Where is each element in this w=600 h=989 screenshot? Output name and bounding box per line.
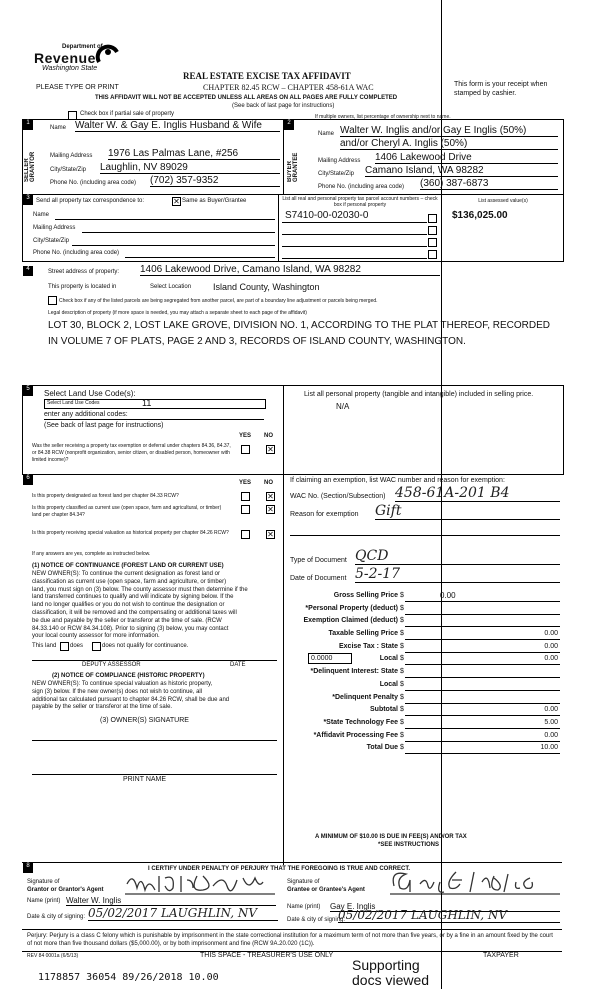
same-as-buyer-checkbox[interactable]: ✕ xyxy=(173,197,180,206)
buyer-phone-label: Phone No. (including area code) xyxy=(318,184,405,190)
assessor-date-label: DATE xyxy=(230,662,246,668)
calc-dollar: $ xyxy=(400,592,404,599)
notice-1-title: (1) NOTICE OF CONTINUANCE (FOREST LAND OR CURRENT USE) xyxy=(32,563,224,569)
treasurer-use: THIS SPACE - TREASURER'S USE ONLY xyxy=(200,952,334,959)
doc-type-value[interactable]: QCD xyxy=(355,548,560,565)
tax-city-label: City/State/Zip xyxy=(33,238,70,244)
if-any-yes: If any answers are yes, complete as instructed below. xyxy=(32,551,151,557)
legal-line-2[interactable]: IN VOLUME 7 OF PLATS, PAGE 2 AND 3, RECORDS OF ISLAND COUNTY, WASHINGTON. xyxy=(48,336,466,347)
calc-row-value[interactable]: 0.00 xyxy=(544,706,558,714)
grantee-name-field[interactable]: Gay E. Inglis xyxy=(330,902,560,912)
historic-question: Is this property receiving special valuation as historical property per chapter 84.26 RCW? xyxy=(32,530,229,536)
land-use-code[interactable]: 11 xyxy=(142,398,152,408)
calc-row-label: *Personal Property (deduct) xyxy=(305,604,398,612)
same-as-buyer-label: Same as Buyer/Grantee xyxy=(182,198,247,204)
buyer-mailing-label: Mailing Address xyxy=(318,158,361,164)
tax-mailing-field[interactable] xyxy=(82,232,275,233)
tax-phone-field[interactable] xyxy=(125,257,275,258)
notice-1-line: your local county assessor for more information. xyxy=(32,633,160,640)
seller-grantor-label: SELLER GRANTOR xyxy=(24,151,36,182)
notice-2-line: additional tax calculated pursuant to chapter 84.26 RCW, shall be due and xyxy=(32,696,230,703)
street-field[interactable]: 1406 Lakewood Drive, Camano Island, WA 98282 xyxy=(140,264,440,276)
calc-row xyxy=(290,666,560,679)
seller-city-field[interactable]: Laughlin, NV 89029 xyxy=(100,162,280,174)
calc-dollar: $ xyxy=(400,731,404,739)
legal-line-1[interactable]: LOT 30, BLOCK 2, LOST LAKE GROVE, DIVISION NO. 1, ACCORDING TO THE PLAT THEREOF, RECORDED xyxy=(48,320,550,331)
personal-property-checkbox-1[interactable] xyxy=(428,214,437,223)
notice-1-line: land no longer qualifies or you do not wish to continue the designation or xyxy=(32,602,225,609)
forest-yes-checkbox[interactable] xyxy=(241,492,250,501)
seller-city-label: City/State/Zip xyxy=(50,167,87,173)
calc-row-value[interactable]: 0.00 xyxy=(544,731,558,739)
rev-number: REV 84 0001a (6/5/13) xyxy=(27,953,79,959)
additional-codes-field[interactable] xyxy=(44,419,264,420)
calc-dollar: $ xyxy=(400,744,404,752)
please-type: PLEASE TYPE OR PRINT xyxy=(36,84,119,91)
notice-1-line: NEW OWNER(S): To continue the current designation as forest land or xyxy=(32,571,220,577)
buyer-mailing-field[interactable]: 1406 Lakewood Drive xyxy=(375,152,558,164)
does-checkbox[interactable] xyxy=(60,642,69,651)
section-8-number: 8 xyxy=(23,863,33,873)
buyer-name-field-2[interactable]: and/or Cheryl A. Inglis (50%) xyxy=(340,138,558,150)
calc-row-value[interactable]: 10.00 xyxy=(540,744,558,752)
calc-dollar: $ xyxy=(400,706,404,714)
calc-dollar: $ xyxy=(400,718,404,726)
calc-row-label: *Affidavit Processing Fee xyxy=(313,731,398,739)
calc-dollar: $ xyxy=(400,642,404,650)
grantee-date-label: Date & city of signing: xyxy=(287,917,346,923)
does-not-checkbox[interactable] xyxy=(92,642,101,651)
calc-row xyxy=(290,615,560,628)
buyer-name-label: Name xyxy=(318,131,335,137)
notice-2-title: (2) NOTICE OF COMPLIANCE (HISTORIC PROPERTY) xyxy=(52,673,205,679)
section-4-number: 4 xyxy=(23,266,33,276)
reason-value[interactable]: Gift xyxy=(375,503,560,520)
calc-row-label: *State Technology Fee xyxy=(323,718,398,726)
calc-dollar: $ xyxy=(400,630,404,638)
seller-mailing-label: Mailing Address xyxy=(50,153,93,159)
calc-row xyxy=(290,590,560,603)
calc-dollar: $ xyxy=(400,617,404,625)
grantor-date-field[interactable]: 05/02/2017 LAUGHLIN, NV xyxy=(88,906,278,921)
seller-phone-label: Phone No. (including area code) xyxy=(50,180,137,186)
local-rate-field[interactable]: 0.0000 xyxy=(308,653,352,664)
calc-row-label: *Delinquent Interest: State xyxy=(310,668,398,676)
calc-row-label: *Delinquent Penalty xyxy=(332,693,398,701)
assessed-value[interactable]: $136,025.00 xyxy=(452,210,508,221)
stamp-supporting: Supporting xyxy=(352,957,420,973)
calc-row xyxy=(290,628,560,641)
segregated-checkbox[interactable] xyxy=(48,296,57,305)
does-label: does xyxy=(70,643,84,649)
located-select[interactable]: Select Location xyxy=(150,284,192,290)
assessed-header: List assessed value(s) xyxy=(478,198,528,204)
seller-mailing-field[interactable]: 1976 Las Palmas Lane, #256 xyxy=(108,148,280,160)
personal-property-checkbox-3[interactable] xyxy=(428,238,437,247)
buyer-name-field[interactable]: Walter W. Inglis and/or Gay E Inglis (50%) xyxy=(340,125,558,137)
calc-dollar: $ xyxy=(400,655,404,663)
grantee-signature-label-1: Signature of xyxy=(287,879,320,885)
calc-row-label: Local xyxy=(379,655,398,663)
stamp-docs-viewed: docs viewed xyxy=(352,972,430,988)
tax-phone-label: Phone No. (including area code) xyxy=(33,250,120,256)
grantee-signature[interactable] xyxy=(390,868,560,896)
tax-calculation-table xyxy=(290,590,560,755)
calc-row-label: Gross Selling Price xyxy=(333,592,398,599)
not-accepted-warning: THIS AFFIDAVIT WILL NOT BE ACCEPTED UNLESS ALL AREAS ON ALL PAGES ARE FULLY COMPLETED xyxy=(95,95,398,101)
section-2-number: 2 xyxy=(284,120,294,130)
tax-mailing-label: Mailing Address xyxy=(33,225,76,231)
notice-1-line: 84.33.140 or RCW 84.34.108). Prior to signing (3) below, you may contact xyxy=(32,625,229,632)
tax-city-field[interactable] xyxy=(72,245,275,246)
street-label: Street address of property: xyxy=(48,269,120,275)
calc-dollar: $ xyxy=(400,668,404,676)
calc-dollar: $ xyxy=(400,693,404,701)
calc-row-value[interactable]: 5.00 xyxy=(544,718,558,726)
seller-name-field[interactable]: Walter W. & Gay E. Inglis Husband & Wife xyxy=(75,120,280,132)
calc-row-label: Taxable Selling Price xyxy=(328,630,398,638)
wa-logo-icon xyxy=(95,40,121,64)
reason-label: Reason for exemption xyxy=(290,511,359,518)
exemption-yes-checkbox[interactable] xyxy=(241,445,250,454)
send-correspondence-label: Send all property tax correspondence to: xyxy=(36,198,145,204)
land-use-select: Select Land Use Codes xyxy=(47,400,100,406)
notice-2-body xyxy=(32,681,282,712)
historic-yes-checkbox[interactable] xyxy=(241,530,250,539)
calc-row xyxy=(290,717,560,730)
calc-row-label: Excise Tax : State xyxy=(338,642,398,650)
form-title: REAL ESTATE EXCISE TAX AFFIDAVIT xyxy=(183,71,351,81)
additional-codes-label: enter any additional codes: xyxy=(44,411,128,418)
calc-dollar: $ xyxy=(400,604,404,612)
see-instructions-note: *SEE INSTRUCTIONS xyxy=(378,842,440,848)
grantor-signature[interactable] xyxy=(125,870,275,896)
located-label: This property is located in xyxy=(48,284,117,290)
forest-no-checkbox[interactable]: ✕ xyxy=(267,492,274,501)
grantee-name-label: Name (print) xyxy=(287,904,321,910)
perjury-warning: Perjury: Perjury is a class C felony which is punishable by imprisonment in the state correctional institution for a maximum term of not more than five years, or by a fine in an amount fixed by the court of not more than five thousand dollars ($5,000.00), or by both imprisonment and fine (RCW 9A.20.020 (1C)). xyxy=(27,933,553,947)
personal-property-value[interactable]: N/A xyxy=(336,402,350,411)
receipt-note: This form is your receipt when stamped by cashier. xyxy=(454,81,548,97)
grantor-signature-label-2: Grantor or Grantor's Agent xyxy=(27,887,104,893)
buyer-city-label: City/State/Zip xyxy=(318,171,355,177)
partial-sale-label: Check box if partial sale of property xyxy=(80,111,175,117)
yes-header-5: YES xyxy=(239,433,252,439)
buyer-phone-field[interactable]: (360) 387-6873 xyxy=(420,178,558,190)
notice-2-line: NEW OWNER(S): To continue special valuation as historic property, xyxy=(32,681,213,687)
owner-signature-label: (3) OWNER(S) SIGNATURE xyxy=(100,717,189,724)
this-land-label: This land xyxy=(32,643,57,649)
current-use-question: Is this property classified as current use (open space, farm and agricultural, or timber) land per chapter 84.34? xyxy=(32,505,222,518)
parcel-header: List all real and personal property tax parcel account numbers – check box if personal property xyxy=(282,196,438,208)
tax-name-label: Name xyxy=(33,212,50,218)
personal-property-checkbox-2[interactable] xyxy=(428,226,437,235)
notice-1-line: land, you must sign on (3) below. The county assessor must then determine if the xyxy=(32,586,248,593)
notice-1-line: land transferred continues to qualify and will indicate by signing below. If the xyxy=(32,594,234,601)
notice-1-line: classification, it will be removed and the compensating or additional taxes will xyxy=(32,609,237,616)
section-3-number: 3 xyxy=(23,195,33,205)
grantee-signature-label-2: Grantee or Grantee's Agent xyxy=(287,887,365,893)
grantee-date-field[interactable]: 05/02/2017 LAUGHLIN, NV xyxy=(338,908,560,923)
calc-row-label: Total Due xyxy=(366,744,398,752)
certify-statement: I CERTIFY UNDER PENALTY OF PERJURY THAT THE FOREGOING IS TRUE AND CORRECT. xyxy=(148,866,411,872)
print-name-line[interactable] xyxy=(32,774,277,775)
segregated-label: Check box if any of the listed parcels are being segregated from another parcel, are part of a boundary line adjustment or parcels being merged. xyxy=(59,298,378,304)
doc-type-label: Type of Document xyxy=(290,557,347,564)
doc-date-value[interactable]: 5-2-17 xyxy=(355,566,560,583)
no-header-6: NO xyxy=(264,480,273,486)
form-chapter: CHAPTER 82.45 RCW – CHAPTER 458-61A WAC xyxy=(203,83,374,92)
owner-signature-line[interactable] xyxy=(32,740,277,741)
seller-name-label: Name xyxy=(50,125,67,131)
calc-row xyxy=(290,653,560,666)
parcel-number[interactable]: S7410-00-02030-0 xyxy=(285,210,369,221)
calc-row xyxy=(290,704,560,717)
calc-row xyxy=(290,603,560,616)
notice-2-line: payable by the seller or transferor at the time of sale. xyxy=(32,704,173,711)
calc-row-label: Local xyxy=(379,680,398,688)
grantor-name-field[interactable]: Walter W. Inglis xyxy=(66,896,276,906)
calc-row xyxy=(290,692,560,705)
dept-state: Washington State xyxy=(42,65,98,72)
wac-value[interactable]: 458-61A-201 B4 xyxy=(395,485,560,502)
exemption-claim-label: If claiming an exemption, list WAC number and reason for exemption: xyxy=(290,477,505,484)
yes-header-6: YES xyxy=(239,480,252,486)
grantor-date-label: Date & city of signing: xyxy=(27,914,86,920)
see-back-instructions: (See back of last page for instructions) xyxy=(232,103,335,109)
calc-row xyxy=(290,742,560,755)
deputy-assessor-line[interactable] xyxy=(32,660,277,661)
section-6-number: 6 xyxy=(23,475,33,485)
section-5-number: 5 xyxy=(23,386,33,396)
buyer-grantee-label: BUYER GRANTEE xyxy=(287,152,299,182)
calc-row-label: Subtotal xyxy=(370,706,398,714)
notice-2-line: sign (3) below. If the new owner(s) does not wish to continue, all xyxy=(32,688,203,695)
exemption-question: Was the seller receiving a property tax exemption or deferral under chapters 84.36, 84.37, or 84.38 RCW (nonprofit organization, senior citizen, or disabled person, homeowner with limited income)? xyxy=(32,443,231,463)
print-name-label: PRINT NAME xyxy=(123,776,167,783)
calc-dollar: $ xyxy=(400,680,404,688)
grantor-name-label: Name (print) xyxy=(27,898,61,904)
forest-question: Is this property designated as forest land per chapter 84.33 RCW? xyxy=(32,493,179,499)
notice-1-line: be due and payable by the seller or transferor at the time of sale. (RCW xyxy=(32,617,222,624)
calc-row-value[interactable]: 0.00 xyxy=(440,591,456,600)
minimum-due-note: A MINIMUM OF $10.00 IS DUE IN FEE(S) AND/OR TAX xyxy=(315,834,467,840)
taxpayer-label: TAXPAYER xyxy=(483,952,519,959)
cashier-receipt-stamp: 1178857 36054 89/26/2018 10.00 xyxy=(38,972,219,983)
legal-label: Legal description of property (if more space is needed, you may attach a separate sheet to each page of the affidavit) xyxy=(48,310,307,316)
current-use-no-checkbox[interactable]: ✕ xyxy=(267,505,274,514)
seller-phone-field[interactable]: (702) 357-9352 xyxy=(150,175,280,187)
personal-property-checkbox-4[interactable] xyxy=(428,250,437,259)
grantor-signature-label-1: Signature of xyxy=(27,879,60,885)
dept-of: Department of xyxy=(62,44,103,50)
calc-row xyxy=(290,641,560,654)
notice-1-line: classification as current use (open space, farm and agriculture, or timber) xyxy=(32,578,227,585)
calc-row-value[interactable]: 0.00 xyxy=(544,655,558,663)
dept-revenue: Revenue xyxy=(34,50,96,66)
calc-row xyxy=(290,679,560,692)
tax-name-field[interactable] xyxy=(55,219,275,220)
calc-row-value[interactable]: 0.00 xyxy=(544,642,558,650)
calc-row xyxy=(290,730,560,743)
section-1-number: 1 xyxy=(23,120,33,130)
current-use-yes-checkbox[interactable] xyxy=(241,505,250,514)
does-not-label: does not qualify for continuance. xyxy=(102,643,189,649)
calc-row-value[interactable]: 0.00 xyxy=(544,630,558,638)
wac-label: WAC No. (Section/Subsection) xyxy=(290,493,386,500)
historic-no-checkbox[interactable]: ✕ xyxy=(267,530,274,539)
no-header-5: NO xyxy=(264,433,273,439)
buyer-city-field[interactable]: Camano Island, WA 98282 xyxy=(365,165,558,177)
calc-row-label: Exemption Claimed (deduct) xyxy=(303,617,398,625)
exemption-no-checkbox[interactable]: ✕ xyxy=(267,445,274,454)
multiple-owners-note: If multiple owners, list percentage of ownership next to name. xyxy=(315,114,451,120)
land-use-see-back: (See back of last page for instructions) xyxy=(44,422,164,429)
personal-property-label: List all personal property (tangible and intangible) included in selling price. xyxy=(304,391,534,398)
located-value[interactable]: Island County, Washington xyxy=(213,282,320,292)
doc-date-label: Date of Document xyxy=(290,575,347,582)
notice-1-body xyxy=(32,571,282,641)
deputy-assessor-label: DEPUTY ASSESSOR xyxy=(82,662,141,668)
land-use-label: Select Land Use Code(s): xyxy=(44,389,136,398)
